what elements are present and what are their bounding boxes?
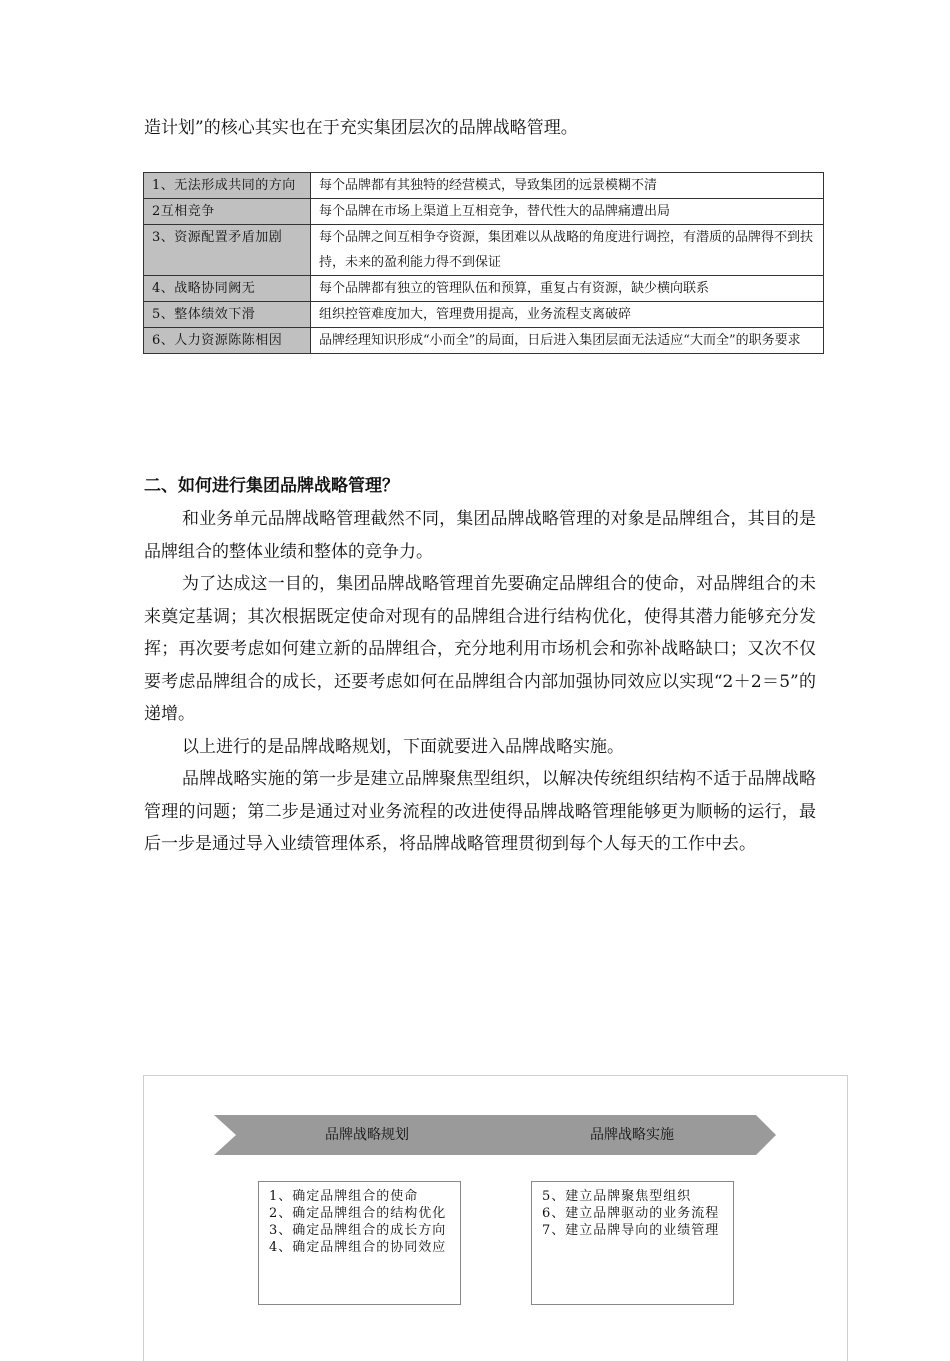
table-row	[144, 173, 824, 199]
list-item: 3、确定品牌组合的成长方向	[269, 1223, 447, 1238]
table-row	[144, 328, 824, 354]
brand-issues-table	[143, 172, 824, 354]
body-text	[144, 503, 816, 861]
list-item: 5、建立品牌聚焦型组织	[542, 1189, 692, 1204]
issue-cell: 6、人力资源陈陈相因	[144, 328, 311, 354]
issue-cell: 1、无法形成共同的方向	[144, 173, 311, 199]
phase-label: 品牌战略实施	[590, 1127, 674, 1143]
list-item: 1、确定品牌组合的使命	[269, 1189, 419, 1204]
paragraph: 以上进行的是品牌战略规划，下面就要进入品牌战略实施。	[182, 736, 624, 757]
phase-chevron-planning	[214, 1115, 520, 1155]
section-title: 二、如何进行集团品牌战略管理？	[144, 476, 399, 496]
issue-cell: 4、战略协同阙无	[144, 276, 311, 302]
list-item: 4、确定品牌组合的协同效应	[269, 1240, 447, 1255]
phase-label: 品牌战略规划	[325, 1127, 409, 1143]
paragraph: 品牌战略实施的第一步是建立品牌聚焦型组织，以解决传统组织结构不适于品牌战略管理的问题；第二步是通过对业务流程的改进使得品牌战略管理能够更为顺畅的运行，最后一步是通过导入业绩管理体系，将品牌战略管理贯彻到每个人每天的工作中去。	[144, 769, 816, 854]
table-row	[144, 302, 824, 328]
table-row	[144, 225, 824, 276]
description-cell: 每个品牌都有其独特的经营模式，导致集团的远景模糊不清	[311, 173, 824, 199]
intro-line: 造计划”的核心其实也在于充实集团层次的品牌战略管理。	[144, 118, 578, 138]
planning-steps-box	[258, 1181, 461, 1305]
table-row	[144, 199, 824, 225]
table-row	[144, 276, 824, 302]
description-cell: 每个品牌都有独立的管理队伍和预算，重复占有资源，缺少横向联系	[311, 276, 824, 302]
description-cell: 每个品牌在市场上渠道上互相竞争，替代性大的品牌痛遭出局	[311, 199, 824, 225]
description-cell: 组织控管难度加大，管理费用提高，业务流程支离破碎	[311, 302, 824, 328]
implementation-steps-box	[531, 1181, 734, 1305]
paragraph: 为了达成这一目的，集团品牌战略管理首先要确定品牌组合的使命，对品牌组合的未来奠定基调；其次根据既定使命对现有的品牌组合进行结构优化，使得其潜力能够充分发挥；再次要考虑如何建立新的品牌组合，充分地利用市场机会和弥补战略缺口；又次不仅要考虑品牌组合的成长，还要考虑如何在品牌组合内部加强协同效应以实现“2＋2＝5”的递增。	[144, 574, 816, 724]
phase-chevron-implementation	[488, 1115, 776, 1155]
paragraph: 和业务单元品牌战略管理截然不同，集团品牌战略管理的对象是品牌组合，其目的是品牌组合的整体业绩和整体的竞争力。	[144, 509, 816, 562]
list-item: 7、建立品牌导向的业绩管理	[542, 1223, 720, 1238]
issue-cell: 5、整体绩效下滑	[144, 302, 311, 328]
brand-strategy-diagram	[143, 1075, 848, 1361]
list-item: 6、建立品牌驱动的业务流程	[542, 1206, 720, 1221]
issue-cell: 2互相竞争	[144, 199, 311, 225]
issue-cell: 3、资源配置矛盾加剧	[144, 225, 311, 276]
description-cell: 品牌经理知识形成“小而全”的局面，日后进入集团层面无法适应“大而全”的职务要求	[311, 328, 824, 354]
description-cell: 每个品牌之间互相争夺资源，集团难以从战略的角度进行调控，有潜质的品牌得不到扶持，未来的盈利能力得不到保证	[311, 225, 824, 276]
list-item: 2、确定品牌组合的结构优化	[269, 1206, 447, 1221]
